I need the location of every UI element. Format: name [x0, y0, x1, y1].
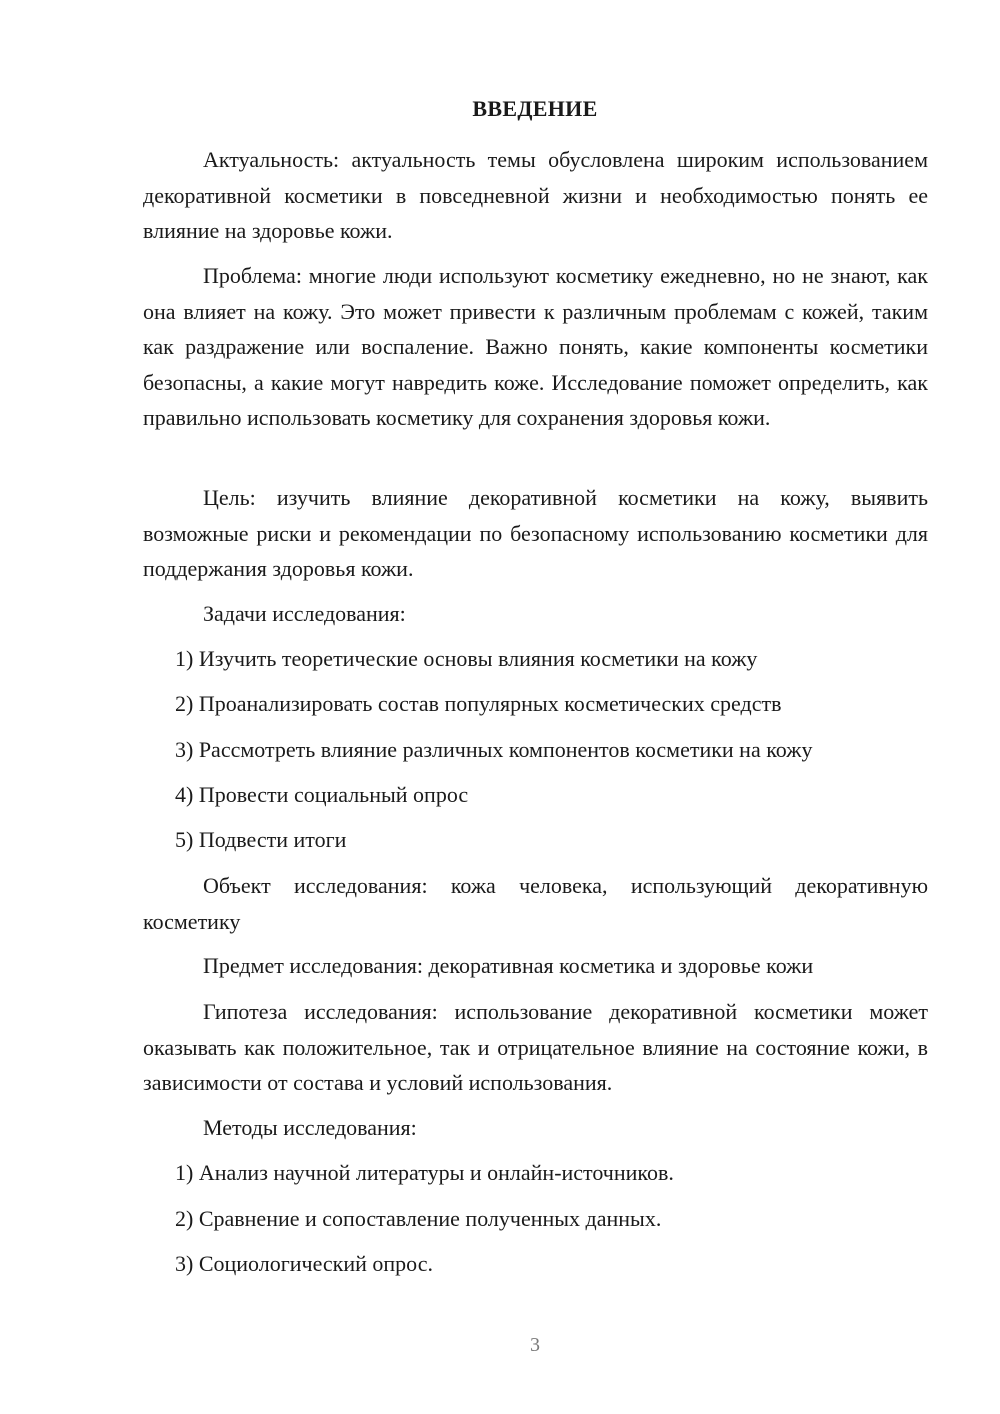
- task-item: 5) Подвести итоги: [175, 827, 347, 852]
- page-title: ВВЕДЕНИЕ: [472, 96, 598, 121]
- task-item: 2) Проанализировать состав популярных косметических средств: [175, 691, 782, 716]
- method-item: 2) Сравнение и сопоставление полученных данных.: [175, 1206, 662, 1231]
- subject-paragraph: Предмет исследования: декоративная косметика и здоровье кожи: [203, 953, 814, 978]
- method-item: 3) Социологический опрос.: [175, 1251, 433, 1276]
- relevance-paragraph: Актуальность: актуальность темы обусловлена широким использованием декоративной косметики в повседневной жизни и необходимостью понять ее влияние на здоровье кожи.: [143, 147, 928, 243]
- task-item: 1) Изучить теоретические основы влияния косметики на кожу: [175, 646, 758, 671]
- tasks-heading: Задачи исследования:: [203, 601, 406, 626]
- object-paragraph: Объект исследования: кожа человека, использующий декоративную косметику: [143, 873, 928, 934]
- method-item: 1) Анализ научной литературы и онлайн-источников.: [175, 1160, 674, 1185]
- page-number: 3: [530, 1334, 540, 1356]
- hypothesis-paragraph: Гипотеза исследования: использование декоративной косметики может оказывать как положительное, так и отрицательное влияние на состояние кожи, в зависимости от состава и условий использования.: [143, 999, 928, 1095]
- problem-paragraph: Проблема: многие люди используют косметику ежедневно, но не знают, как она влияет на кожу. Это может привести к различным проблемам с кожей, таким как раздражение или воспаление. Важно понять, какие компоненты косметики безопасны, а какие могут навредить коже. Исследование поможет определить, как правильно использовать косметику для сохранения здоровья кожи.: [143, 263, 928, 430]
- methods-heading: Методы исследования:: [203, 1115, 417, 1140]
- task-item: 4) Провести социальный опрос: [175, 782, 469, 807]
- goal-paragraph: Цель: изучить влияние декоративной косметики на кожу, выявить возможные риски и рекомендации по безопасному использованию косметики для поддержания здоровья кожи.: [143, 485, 928, 581]
- task-item: 3) Рассмотреть влияние различных компонентов косметики на кожу: [175, 737, 813, 762]
